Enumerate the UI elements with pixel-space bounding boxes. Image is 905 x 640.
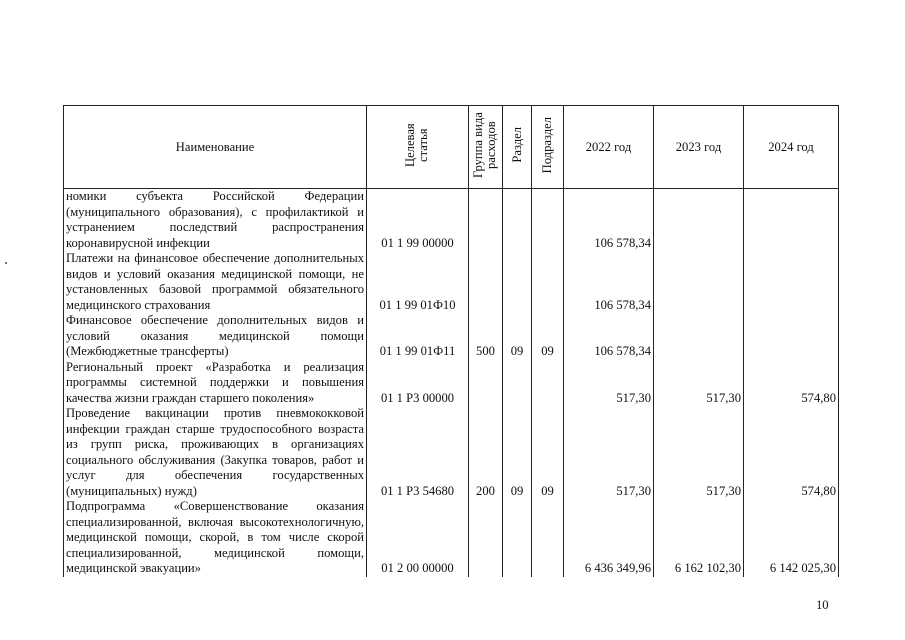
row-subsection — [532, 189, 564, 252]
row-subsection: 09 — [532, 406, 564, 499]
row-amount-2023: 517,30 — [654, 360, 744, 407]
table-row — [64, 189, 839, 252]
table-body — [64, 189, 839, 577]
row-amount-2023: 6 162 102,30 — [654, 499, 744, 577]
row-group — [469, 499, 503, 577]
header-row — [64, 106, 839, 189]
row-group — [469, 360, 503, 407]
header-target: Целевая статья — [367, 106, 469, 189]
row-name: Финансовое обеспечение дополнительных видов и условий оказания медицинской помощи (Межбюджетные трансферты) — [64, 313, 367, 360]
header-group: Группа вида расходов — [469, 106, 503, 189]
row-target-code: 01 1 P3 54680 — [367, 406, 469, 499]
row-group: 200 — [469, 406, 503, 499]
row-amount-2022: 517,30 — [564, 360, 654, 407]
row-group: 500 — [469, 313, 503, 360]
row-subsection — [532, 360, 564, 407]
table-row — [64, 499, 839, 577]
row-amount-2023 — [654, 251, 744, 313]
header-2024: 2024 год — [744, 106, 839, 189]
row-section — [503, 251, 532, 313]
row-amount-2024 — [744, 189, 839, 252]
row-section: 09 — [503, 313, 532, 360]
row-subsection — [532, 251, 564, 313]
budget-table — [63, 105, 839, 577]
table-row — [64, 251, 839, 313]
header-section: Раздел — [503, 106, 532, 189]
header-subsection: Подраздел — [532, 106, 564, 189]
table-row — [64, 360, 839, 407]
row-section — [503, 189, 532, 252]
row-target-code: 01 1 99 01Ф10 — [367, 251, 469, 313]
row-amount-2023 — [654, 189, 744, 252]
header-name: Наименование — [64, 106, 367, 189]
row-amount-2022: 517,30 — [564, 406, 654, 499]
header-2022: 2022 год — [564, 106, 654, 189]
row-amount-2024: 6 142 025,30 — [744, 499, 839, 577]
row-target-code: 01 2 00 00000 — [367, 499, 469, 577]
row-amount-2024 — [744, 313, 839, 360]
row-amount-2022: 106 578,34 — [564, 251, 654, 313]
row-name: Проведение вакцинации против пневмококковой инфекции граждан старше трудоспособного возраста из групп риска, проживающих в организациях социального обслуживания (Закупка товаров, работ и услуг для обеспечения государственных (муниципальных) нужд) — [64, 406, 367, 499]
row-target-code: 01 1 P3 00000 — [367, 360, 469, 407]
table-row — [64, 406, 839, 499]
row-name: Платежи на финансовое обеспечение дополнительных видов и условий оказания медицинской помощи, не установленных базовой программой обязательного медицинского страхования — [64, 251, 367, 313]
row-amount-2024: 574,80 — [744, 406, 839, 499]
row-subsection — [532, 499, 564, 577]
scan-speck — [5, 262, 7, 264]
row-section — [503, 360, 532, 407]
row-amount-2022: 6 436 349,96 — [564, 499, 654, 577]
row-amount-2023 — [654, 313, 744, 360]
row-amount-2023: 517,30 — [654, 406, 744, 499]
row-section — [503, 499, 532, 577]
row-amount-2022: 106 578,34 — [564, 313, 654, 360]
row-section: 09 — [503, 406, 532, 499]
table-row — [64, 313, 839, 360]
row-name: Подпрограмма «Совершенствование оказания специализированной, включая высокотехнологичную, медицинской помощи, скорой, в том числе скорой специализированной, медицинской помощи, медицинской эвакуации» — [64, 499, 367, 577]
row-name: Региональный проект «Разработка и реализация программы системной поддержки и повышения качества жизни граждан старшего поколения» — [64, 360, 367, 407]
row-name: номики субъекта Российской Федерации (муниципального образования), с профилактикой и устранением последствий распространения коронавирусной инфекции — [64, 189, 367, 252]
row-group — [469, 251, 503, 313]
row-amount-2024 — [744, 251, 839, 313]
row-amount-2022: 106 578,34 — [564, 189, 654, 252]
header-2023: 2023 год — [654, 106, 744, 189]
row-target-code: 01 1 99 01Ф11 — [367, 313, 469, 360]
row-target-code: 01 1 99 00000 — [367, 189, 469, 252]
row-amount-2024: 574,80 — [744, 360, 839, 407]
page-number: 10 — [816, 598, 829, 612]
row-group — [469, 189, 503, 252]
row-subsection: 09 — [532, 313, 564, 360]
